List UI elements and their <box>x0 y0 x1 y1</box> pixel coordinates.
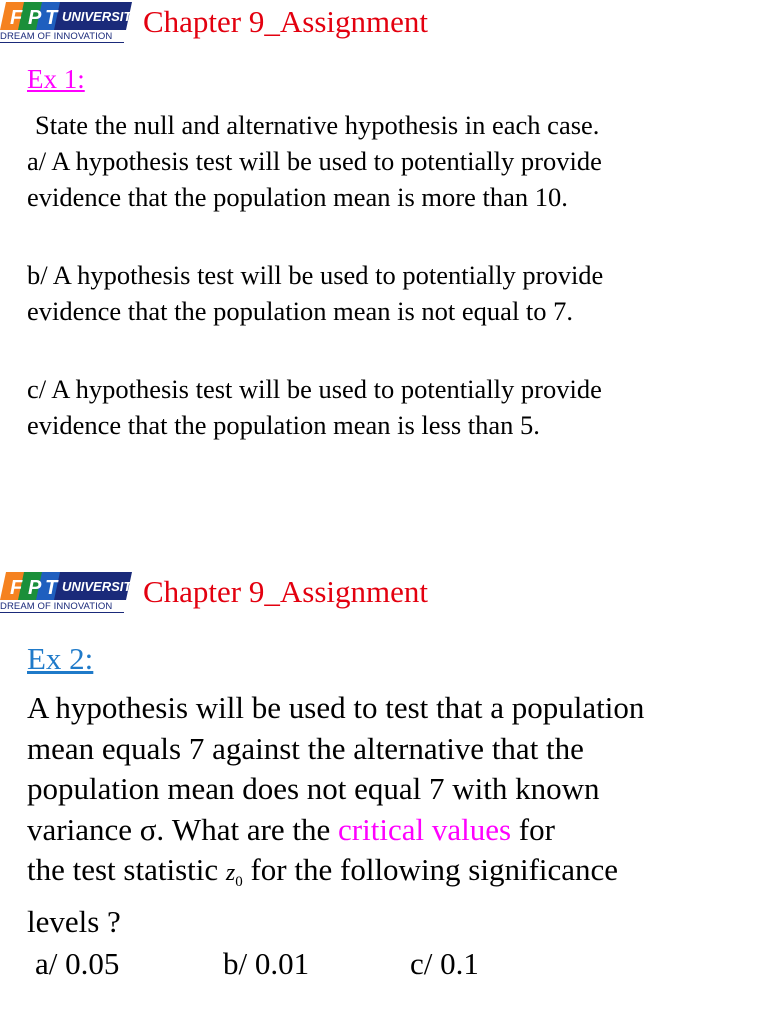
svg-text:P: P <box>28 577 42 599</box>
level-a: a/ 0.05 <box>35 946 120 981</box>
svg-text:F: F <box>10 577 23 599</box>
logo-divider <box>0 42 124 43</box>
svg-text:UNIVERSITY: UNIVERSITY <box>62 579 141 594</box>
body-line-5-end: for the following significance <box>242 852 619 887</box>
item-b-line-1: b/ A hypothesis test will be used to potentially provide <box>27 260 604 290</box>
body-line-4 <box>27 810 644 851</box>
item-a-line-2: evidence that the population mean is more than 10. <box>27 182 568 212</box>
svg-text:P: P <box>28 7 42 29</box>
body-line-1: A hypothesis will be used to test that a population <box>27 690 645 725</box>
spacer <box>27 329 603 371</box>
exercise-heading: Ex 1: <box>27 64 85 94</box>
exercise-instruction: State the null and alternative hypothesis in each case. <box>35 110 600 140</box>
fpt-logo-mark <box>0 0 141 32</box>
item-b-line-2: evidence that the population mean is not equal to 7. <box>27 296 574 326</box>
level-c: c/ 0.1 <box>410 946 479 981</box>
item-c-line-1: c/ A hypothesis test will be used to potentially provide <box>27 374 602 404</box>
exercise-body <box>27 107 603 443</box>
exercise-body <box>27 688 644 943</box>
test-statistic-symbol <box>225 860 243 890</box>
body-line-2: mean equals 7 against the alternative that the <box>27 730 584 766</box>
logo-tagline: DREAM OF INNOVATION <box>0 601 113 612</box>
body-line-4-start: variance σ. What are the <box>27 811 339 847</box>
z-symbol: z <box>225 860 236 886</box>
logo-divider <box>0 612 124 613</box>
fpt-university-logo <box>0 570 141 616</box>
svg-text:UNIVERSITY: UNIVERSITY <box>62 9 141 24</box>
item-a-line-1: a/ A hypothesis test will be used to potentially provide <box>27 146 602 176</box>
body-line-3: population mean does not equal 7 with known <box>27 771 600 806</box>
level-b: b/ 0.01 <box>223 946 310 981</box>
fpt-university-logo <box>0 0 141 46</box>
slide-ex2 <box>0 570 768 1024</box>
body-line-5-start: the test statistic <box>27 852 226 887</box>
chapter-title: Chapter 9_Assignment <box>143 4 428 39</box>
body-line-6: levels ? <box>27 904 121 940</box>
critical-values-highlight: critical values <box>338 811 512 847</box>
logo-tagline: DREAM OF INNOVATION <box>0 31 113 42</box>
chapter-title: Chapter 9_Assignment <box>143 574 428 609</box>
svg-text:T: T <box>45 7 58 29</box>
spacer <box>27 215 603 257</box>
item-c-line-2: evidence that the population mean is less than 5. <box>27 410 540 440</box>
body-line-5 <box>27 850 644 902</box>
z-subscript: 0 <box>235 873 243 890</box>
body-line-4-end: for <box>511 811 555 847</box>
svg-text:T: T <box>45 577 58 599</box>
svg-text:F: F <box>10 7 23 29</box>
fpt-logo-mark <box>0 570 141 602</box>
exercise-heading: Ex 2: <box>27 641 94 676</box>
